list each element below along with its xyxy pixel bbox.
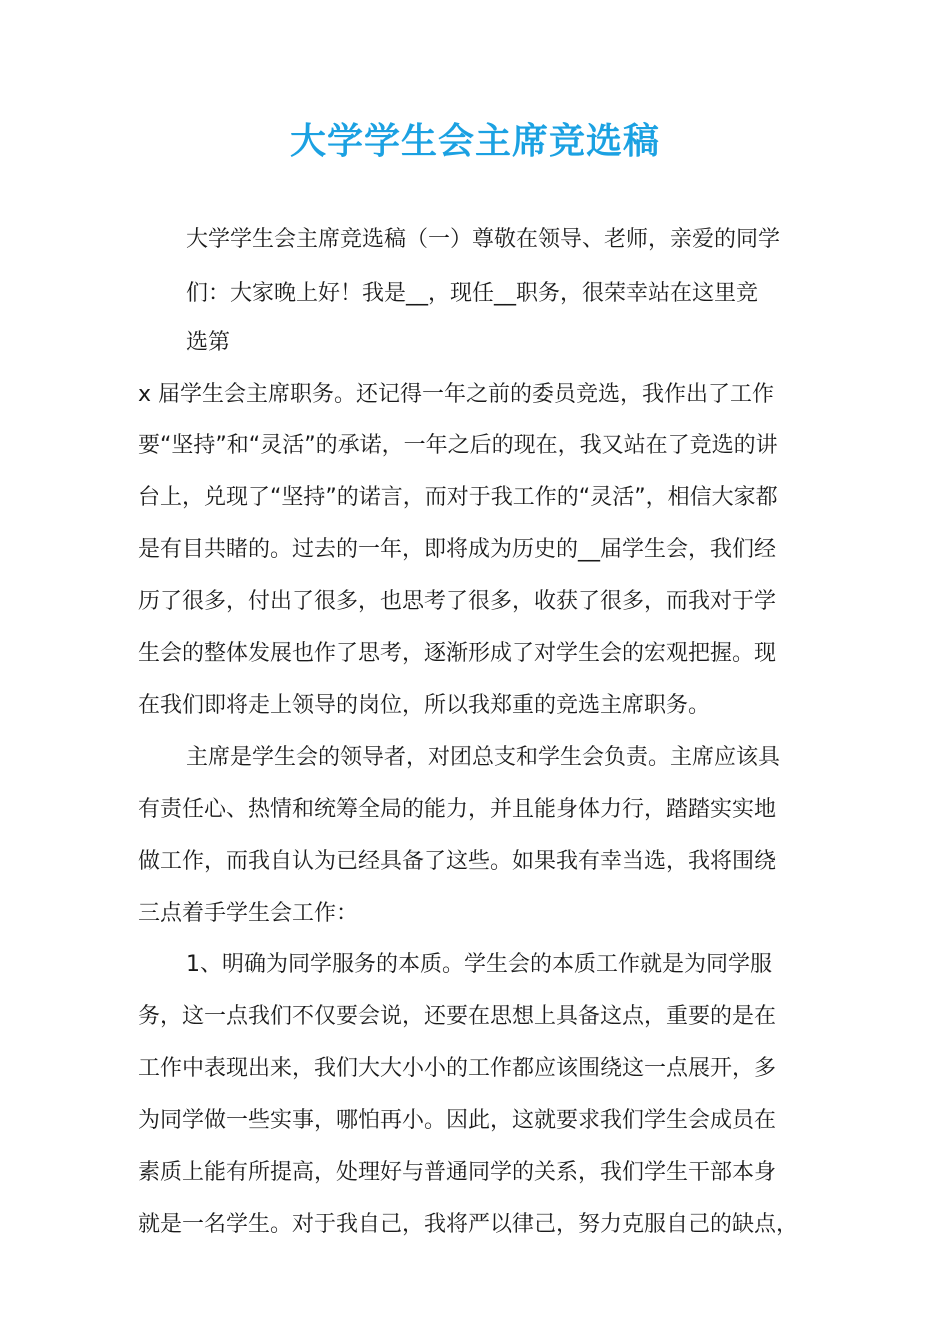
text-line: 做工作，而我自认为已经具备了这些。如果我有幸当选，我将围绕 [138,849,777,874]
text-line: 们：大家晚上好！我是__，现任__职务，很荣幸站在这里竞 [186,281,759,306]
document-title: 大学学生会主席竞选稿 [289,121,660,162]
text-line: 大学学生会主席竞选稿（一）尊敬在领导、老师，亲爱的同学 [186,227,781,252]
text-line: 1、明确为同学服务的本质。学生会的本质工作就是为同学服 [186,952,772,977]
text-line: 要“坚持”和“灵活”的承诺，一年之后的现在，我又站在了竞选的讲 [138,433,778,458]
text-line: 在我们即将走上领导的岗位，所以我郑重的竞选主席职务。 [138,693,711,718]
text-line: 三点着手学生会工作： [138,901,359,926]
text-line: 是有目共睹的。过去的一年，即将成为历史的__届学生会，我们经 [138,537,777,562]
text-line: 主席是学生会的领导者，对团总支和学生会负责。主席应该具 [186,745,781,770]
text-line: 就是一名学生。对于我自己，我将严以律己，努力克服自己的缺点， [138,1212,799,1237]
text-line: 有责任心、热情和统筹全局的能力，并且能身体力行，踏踏实实地 [138,797,777,822]
text-line: 素质上能有所提高，处理好与普通同学的关系，我们学生干部本身 [138,1160,777,1185]
text-line: 为同学做一些实事，哪怕再小。因此，这就要求我们学生会成员在 [138,1108,777,1133]
text-line: 务，这一点我们不仅要会说，还要在思想上具备这点，重要的是在 [138,1004,777,1029]
text-line: 生会的整体发展也作了思考，逐渐形成了对学生会的宏观把握。现 [138,641,777,666]
text-line: 工作中表现出来，我们大大小小的工作都应该围绕这一点展开，多 [138,1056,777,1081]
text-line: 选第 [186,330,231,355]
text-line: 台上，兑现了“坚持”的诺言，而对于我工作的“灵活”，相信大家都 [138,485,778,510]
text-line: x 届学生会主席职务。还记得一年之前的委员竞选，我作出了工作 [138,382,775,407]
text-line: 历了很多，付出了很多，也思考了很多，收获了很多，而我对于学 [138,589,777,614]
